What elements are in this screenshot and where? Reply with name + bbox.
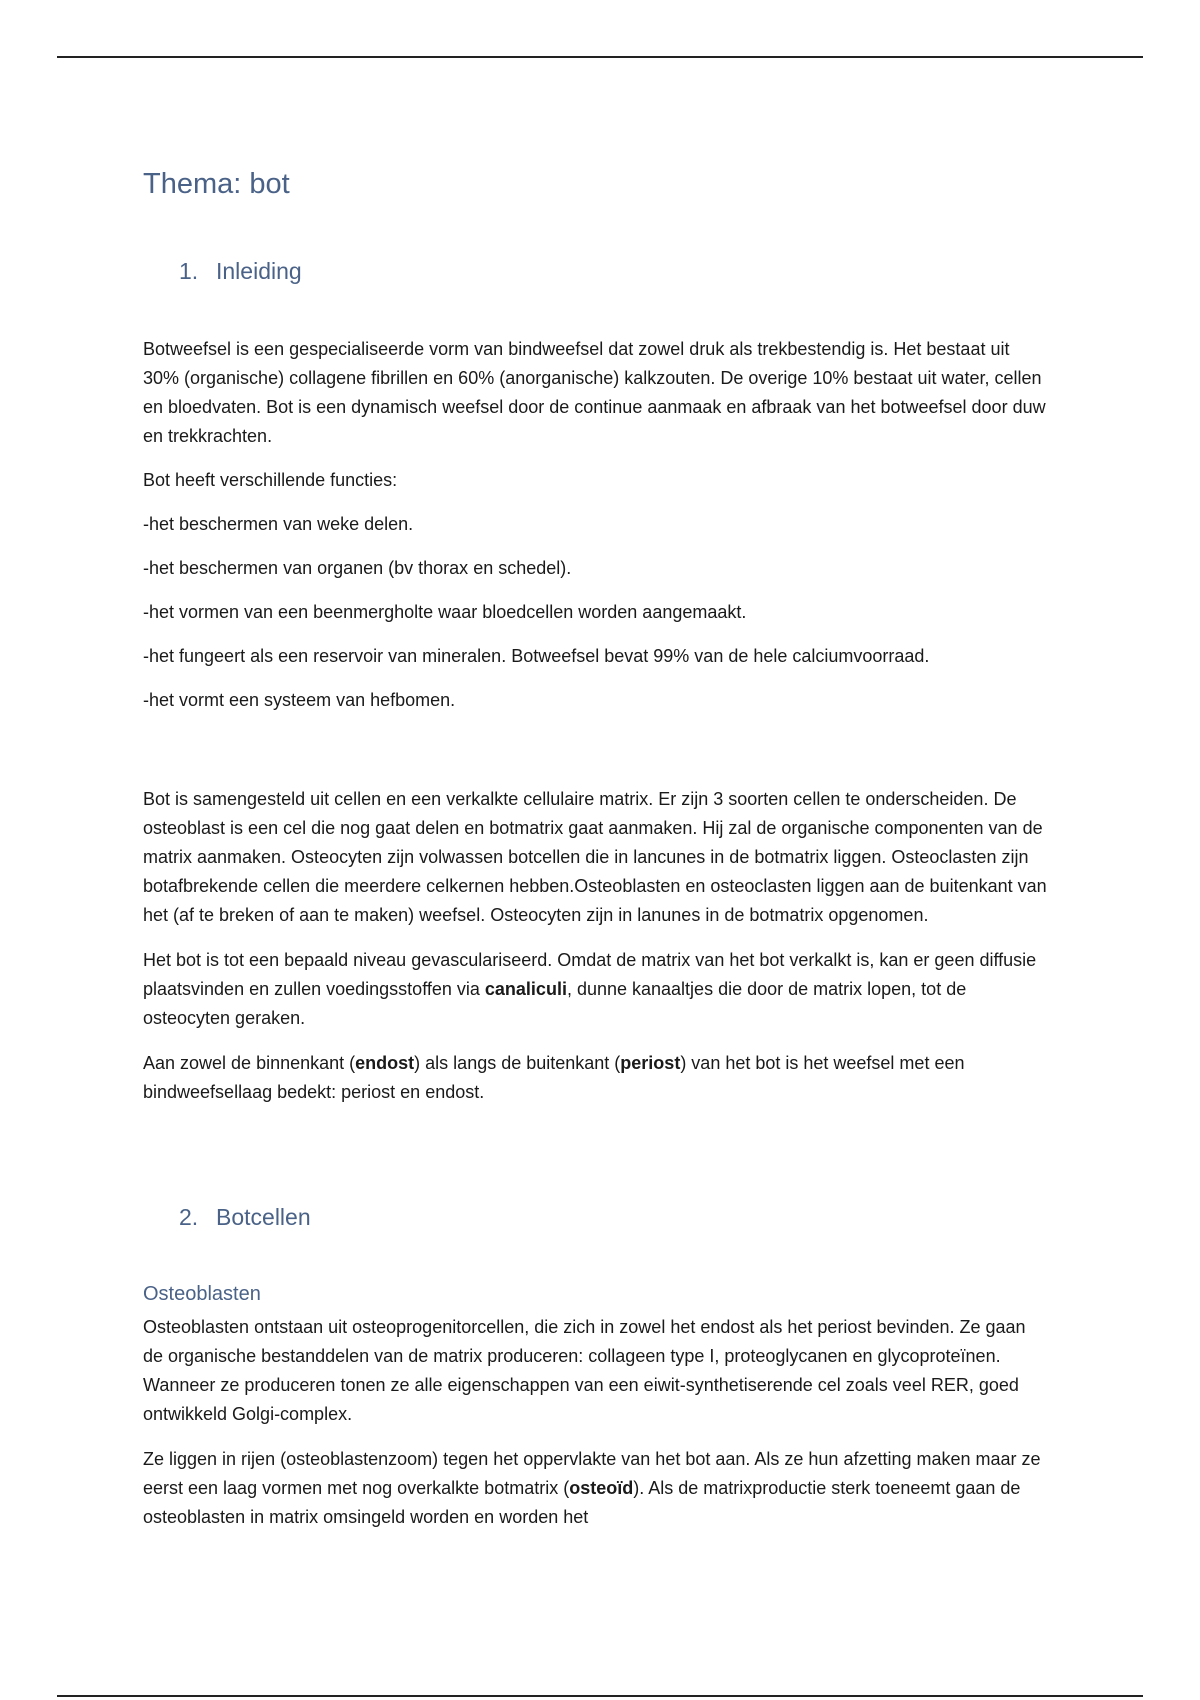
section-number: 1. <box>179 258 199 284</box>
section-number: 2. <box>179 1204 199 1230</box>
layers-text: Aan zowel de binnenkant ( <box>143 1053 356 1073</box>
term-endost: endost <box>355 1053 415 1073</box>
vascular-text: Het bot is tot een bepaald niveau gevasculariseerd. Omdat de matrix van het bot verkalkt is, kan er geen diffusie plaatsvinden en zullen voedingsstoffen via <box>143 950 1037 999</box>
inleiding-body <box>143 335 1048 730</box>
vascular-text: , dunne kanaaltjes die door de matrix lopen, tot de osteocyten geraken. <box>143 979 967 1028</box>
intro-paragraph: Botweefsel is een gespecialiseerde vorm van bindweefsel dat zowel druk als trekbestendig is. Het bestaat uit 30% (organische) collagene fibrillen en 60% (anorganische) kalkzouten. De overige 10% bestaat uit water, cellen en bloedvaten. Bot is een dynamisch weefsel door de continue aanmaak en afbraak van het botweefsel door duw en trekkrachten. <box>143 339 1046 446</box>
footer-rule <box>57 1695 1143 1697</box>
osteoblasten-body <box>143 1313 1048 1548</box>
layers-text: ) als langs de buitenkant ( <box>414 1053 621 1073</box>
function-item: -het beschermen van organen (bv thorax en schedel). <box>143 558 572 578</box>
osteoblasten-paragraph <box>143 1445 1048 1532</box>
layers-text: ) van het bot is het weefsel met een bindweefsellaag bedekt: periost en endost. <box>143 1053 965 1102</box>
section-heading-text: Botcellen <box>216 1204 311 1230</box>
page-title: Thema: bot <box>143 168 290 200</box>
section-heading-text: Inleiding <box>216 258 302 284</box>
vascular-paragraph <box>143 946 1048 1033</box>
subheading-osteoblasten: Osteoblasten <box>143 1283 261 1305</box>
function-item: -het vormen van een beenmergholte waar bloedcellen worden aangemaakt. <box>143 602 747 622</box>
composition-paragraph: Bot is samengesteld uit cellen en een verkalkte cellulaire matrix. Er zijn 3 soorten cellen te onderscheiden. De osteoblast is een cel die nog gaat delen en botmatrix gaat aanmaken. Hij zal de organische componenten van de matrix aanmaken. Osteocyten zijn volwassen botcellen die in lancunes in de botmatrix liggen. Osteoclasten zijn botafbrekende cellen die meerdere celkernen hebben.Osteoblasten en osteoclasten liggen aan de buitenkant van het (af te breken of aan te maken) weefsel. Osteocyten zijn in lanunes in de botmatrix opgenomen. <box>143 789 1047 925</box>
osteoblasten-paragraph: Osteoblasten ontstaan uit osteoprogenitorcellen, die zich in zowel het endost als het periost bevinden. Ze gaan de organische bestanddelen van de matrix produceren: collageen type I, proteoglycanen en glycoproteïnen. Wanneer ze produceren tonen ze alle eigenschappen van een eiwit-synthetiserende cel zoals veel RER, goed ontwikkeld Golgi-complex. <box>143 1317 1026 1424</box>
function-item: -het vormt een systeem van hefbomen. <box>143 690 456 710</box>
osteoblasten-text: ). Als de matrixproductie sterk toeneemt gaan de osteoblasten in matrix omsingeld worden en worden het <box>143 1478 1021 1527</box>
composition-body <box>143 785 1048 1123</box>
term-osteoid: osteoïd <box>569 1478 634 1498</box>
section-heading-botcellen <box>179 1204 311 1231</box>
term-canaliculi: canaliculi <box>484 979 567 999</box>
function-item: -het fungeert als een reservoir van mineralen. Botweefsel bevat 99% van de hele calciumvoorraad. <box>143 646 930 666</box>
section-heading-inleiding <box>179 258 302 285</box>
term-periost: periost <box>620 1053 681 1073</box>
functions-intro: Bot heeft verschillende functies: <box>143 470 398 490</box>
function-item: -het beschermen van weke delen. <box>143 514 414 534</box>
osteoblasten-text: Ze liggen in rijen (osteoblastenzoom) tegen het oppervlakte van het bot aan. Als ze hun afzetting maken maar ze eerst een laag vormen met nog overkalkte botmatrix ( <box>143 1449 1041 1498</box>
layers-paragraph <box>143 1049 1048 1107</box>
header-rule <box>57 56 1143 58</box>
